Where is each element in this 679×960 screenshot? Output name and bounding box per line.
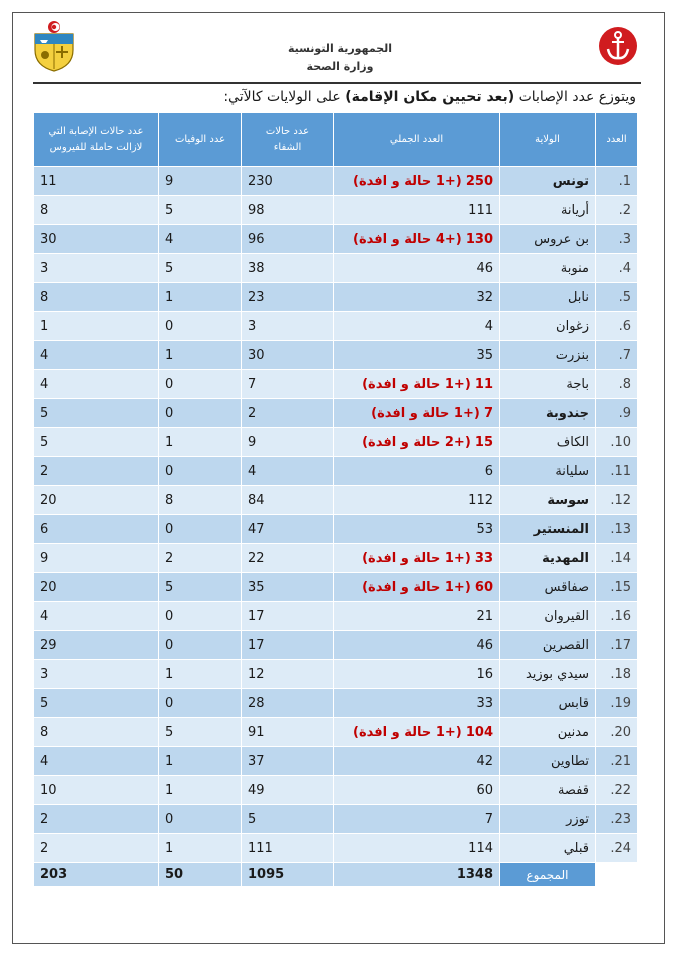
row-index: 13. <box>596 515 638 544</box>
row-active: 10 <box>34 776 159 805</box>
row-recovered: 5 <box>242 805 334 834</box>
row-governorate: المنستير <box>500 515 596 544</box>
table-row <box>34 399 638 428</box>
row-active: 2 <box>34 805 159 834</box>
row-governorate: المهدية <box>500 544 596 573</box>
row-total-value: 7 <box>483 405 493 421</box>
table-row <box>34 312 638 341</box>
row-index: 12. <box>596 486 638 515</box>
cases-by-governorate-table <box>33 112 638 887</box>
row-total-value: 130 <box>465 231 493 247</box>
row-governorate: قفصة <box>500 776 596 805</box>
row-deaths: 2 <box>159 544 242 573</box>
row-governorate: نابل <box>500 283 596 312</box>
row-active: 5 <box>34 689 159 718</box>
header-recovered-line1: عدد حالات <box>265 125 310 137</box>
row-recovered: 23 <box>242 283 334 312</box>
row-total <box>334 312 500 341</box>
row-governorate: توزر <box>500 805 596 834</box>
row-recovered: 49 <box>242 776 334 805</box>
row-total <box>334 544 500 573</box>
row-recovered: 3 <box>242 312 334 341</box>
row-governorate: قابس <box>500 689 596 718</box>
row-governorate: القيروان <box>500 602 596 631</box>
row-index: 19. <box>596 689 638 718</box>
row-recovered: 9 <box>242 428 334 457</box>
row-recovered: 12 <box>242 660 334 689</box>
totals-recovered: 1095 <box>242 863 334 887</box>
table-header-row <box>34 113 638 167</box>
ministry-health-logo-icon <box>598 26 638 66</box>
row-recovered: 17 <box>242 631 334 660</box>
row-active: 29 <box>34 631 159 660</box>
row-recovered: 2 <box>242 399 334 428</box>
row-deaths: 1 <box>159 428 242 457</box>
row-index: 18. <box>596 660 638 689</box>
header-recovered <box>242 113 334 167</box>
row-active: 9 <box>34 544 159 573</box>
table-row <box>34 167 638 196</box>
row-recovered: 47 <box>242 515 334 544</box>
row-imported-note: (+1 حالة و افدة) <box>353 724 462 740</box>
row-recovered: 28 <box>242 689 334 718</box>
row-index: 4. <box>596 254 638 283</box>
row-deaths: 0 <box>159 312 242 341</box>
intro-sentence <box>40 86 636 108</box>
row-governorate: جندوبة <box>500 399 596 428</box>
row-total <box>334 196 500 225</box>
row-governorate: تطاوين <box>500 747 596 776</box>
row-active: 4 <box>34 747 159 776</box>
totals-deaths: 50 <box>159 863 242 887</box>
row-active: 8 <box>34 718 159 747</box>
row-total <box>334 225 500 254</box>
row-active: 4 <box>34 341 159 370</box>
row-active: 20 <box>34 486 159 515</box>
row-recovered: 230 <box>242 167 334 196</box>
row-index: 22. <box>596 776 638 805</box>
row-total-value: 4 <box>484 318 493 334</box>
row-deaths: 0 <box>159 399 242 428</box>
row-index: 9. <box>596 399 638 428</box>
row-total <box>334 283 500 312</box>
row-deaths: 9 <box>159 167 242 196</box>
table-row <box>34 660 638 689</box>
row-total-value: 46 <box>476 637 493 653</box>
row-index: 1. <box>596 167 638 196</box>
row-deaths: 1 <box>159 660 242 689</box>
table-row <box>34 602 638 631</box>
row-index: 7. <box>596 341 638 370</box>
totals-total-value: 1348 <box>456 867 493 882</box>
row-deaths: 5 <box>159 573 242 602</box>
row-governorate: باجة <box>500 370 596 399</box>
row-total <box>334 660 500 689</box>
row-active: 20 <box>34 573 159 602</box>
row-total <box>334 428 500 457</box>
row-index: 16. <box>596 602 638 631</box>
row-total-value: 60 <box>474 579 493 595</box>
table-row <box>34 515 638 544</box>
row-governorate: سوسة <box>500 486 596 515</box>
row-imported-note: (+1 حالة و افدة) <box>353 173 462 189</box>
row-active: 2 <box>34 457 159 486</box>
row-governorate: قبلي <box>500 834 596 863</box>
row-index: 23. <box>596 805 638 834</box>
table-row <box>34 718 638 747</box>
row-governorate: تونس <box>500 167 596 196</box>
row-active: 11 <box>34 167 159 196</box>
row-imported-note: (+1 حالة و افدة) <box>371 405 480 421</box>
row-total-value: 11 <box>474 376 493 392</box>
row-recovered: 37 <box>242 747 334 776</box>
row-imported-note: (+4 حالة و افدة) <box>353 231 462 247</box>
row-total-value: 111 <box>468 202 493 218</box>
table-row <box>34 573 638 602</box>
row-index: 20. <box>596 718 638 747</box>
row-total-value: 60 <box>476 782 493 798</box>
row-governorate: سيدي بوزيد <box>500 660 596 689</box>
table-row <box>34 341 638 370</box>
header-active <box>34 113 159 167</box>
row-governorate: القصرين <box>500 631 596 660</box>
totals-label: المجموع <box>500 863 596 887</box>
republic-name: الجمهورية التونسية <box>287 42 393 55</box>
row-active: 4 <box>34 602 159 631</box>
row-total <box>334 370 500 399</box>
row-governorate: بنزرت <box>500 341 596 370</box>
row-total <box>334 167 500 196</box>
header-governorate: الولاية <box>500 113 596 167</box>
intro-after: على الولايات كالآتي: <box>223 89 341 105</box>
row-recovered: 35 <box>242 573 334 602</box>
row-total-value: 114 <box>468 840 493 856</box>
row-total <box>334 602 500 631</box>
row-index: 10. <box>596 428 638 457</box>
totals-row <box>34 863 638 887</box>
row-active: 8 <box>34 283 159 312</box>
row-governorate: سليانة <box>500 457 596 486</box>
row-imported-note: (+1 حالة و افدة) <box>362 376 471 392</box>
row-recovered: 91 <box>242 718 334 747</box>
table-row <box>34 776 638 805</box>
row-recovered: 7 <box>242 370 334 399</box>
row-active: 8 <box>34 196 159 225</box>
row-total <box>334 399 500 428</box>
row-total-value: 250 <box>465 173 493 189</box>
row-index: 14. <box>596 544 638 573</box>
row-deaths: 1 <box>159 283 242 312</box>
row-index: 24. <box>596 834 638 863</box>
row-total-value: 16 <box>476 666 493 682</box>
row-total-value: 42 <box>476 753 493 769</box>
row-recovered: 17 <box>242 602 334 631</box>
row-deaths: 0 <box>159 631 242 660</box>
row-active: 3 <box>34 254 159 283</box>
table-row <box>34 747 638 776</box>
row-recovered: 98 <box>242 196 334 225</box>
row-active: 1 <box>34 312 159 341</box>
row-deaths: 0 <box>159 370 242 399</box>
row-index: 2. <box>596 196 638 225</box>
row-deaths: 5 <box>159 718 242 747</box>
row-imported-note: (+1 حالة و افدة) <box>362 550 471 566</box>
intro-bold: (بعد تحيين مكان الإقامة) <box>345 89 515 105</box>
row-recovered: 38 <box>242 254 334 283</box>
row-index: 21. <box>596 747 638 776</box>
row-total <box>334 341 500 370</box>
row-total-value: 35 <box>476 347 493 363</box>
header-deaths: عدد الوفيات <box>159 113 242 167</box>
row-recovered: 22 <box>242 544 334 573</box>
header-active-line2: لازالت حاملة للفيروس <box>49 141 143 153</box>
totals-blank <box>596 863 638 887</box>
row-total <box>334 573 500 602</box>
ministry-header <box>240 40 440 76</box>
table-row <box>34 283 638 312</box>
row-deaths: 8 <box>159 486 242 515</box>
table-row <box>34 631 638 660</box>
table-row <box>34 428 638 457</box>
row-total-value: 46 <box>476 260 493 276</box>
header-recovered-line2: الشفاء <box>273 141 302 153</box>
row-deaths: 0 <box>159 689 242 718</box>
row-recovered: 84 <box>242 486 334 515</box>
row-index: 5. <box>596 283 638 312</box>
row-governorate: مدنين <box>500 718 596 747</box>
row-deaths: 0 <box>159 457 242 486</box>
table-row <box>34 834 638 863</box>
row-deaths: 1 <box>159 834 242 863</box>
row-total <box>334 805 500 834</box>
row-total-value: 104 <box>465 724 493 740</box>
totals-active: 203 <box>34 863 159 887</box>
row-deaths: 1 <box>159 341 242 370</box>
row-recovered: 4 <box>242 457 334 486</box>
row-imported-note: (+1 حالة و افدة) <box>362 579 471 595</box>
row-total <box>334 254 500 283</box>
table-row <box>34 486 638 515</box>
row-active: 30 <box>34 225 159 254</box>
header-index: العدد <box>596 113 638 167</box>
row-governorate: الكاف <box>500 428 596 457</box>
row-total-value: 6 <box>484 463 493 479</box>
table-row <box>34 689 638 718</box>
row-total <box>334 457 500 486</box>
table-row <box>34 196 638 225</box>
row-active: 2 <box>34 834 159 863</box>
ministry-name: وزارة الصحة <box>306 60 374 73</box>
row-deaths: 0 <box>159 602 242 631</box>
row-total <box>334 689 500 718</box>
row-total-value: 32 <box>476 289 493 305</box>
row-total-value: 33 <box>474 550 493 566</box>
header-divider <box>33 82 641 84</box>
row-deaths: 0 <box>159 515 242 544</box>
row-recovered: 30 <box>242 341 334 370</box>
row-recovered: 111 <box>242 834 334 863</box>
table-row <box>34 805 638 834</box>
row-governorate: بن عروس <box>500 225 596 254</box>
row-index: 15. <box>596 573 638 602</box>
table-row <box>34 370 638 399</box>
table-row <box>34 225 638 254</box>
row-total-value: 33 <box>476 695 493 711</box>
row-index: 17. <box>596 631 638 660</box>
row-active: 4 <box>34 370 159 399</box>
table-row <box>34 457 638 486</box>
row-governorate: منوبة <box>500 254 596 283</box>
row-active: 6 <box>34 515 159 544</box>
row-total <box>334 747 500 776</box>
row-deaths: 1 <box>159 776 242 805</box>
row-index: 3. <box>596 225 638 254</box>
row-index: 11. <box>596 457 638 486</box>
row-deaths: 4 <box>159 225 242 254</box>
table-row <box>34 544 638 573</box>
row-governorate: زغوان <box>500 312 596 341</box>
row-total-value: 53 <box>476 521 493 537</box>
row-deaths: 1 <box>159 747 242 776</box>
row-governorate: صفاقس <box>500 573 596 602</box>
totals-total <box>334 863 500 887</box>
table-row <box>34 254 638 283</box>
row-total-value: 7 <box>484 811 493 827</box>
row-total <box>334 776 500 805</box>
row-active: 3 <box>34 660 159 689</box>
row-active: 5 <box>34 428 159 457</box>
row-total <box>334 718 500 747</box>
row-index: 6. <box>596 312 638 341</box>
row-total-value: 112 <box>468 492 493 508</box>
table-body <box>34 167 638 863</box>
row-governorate: أريانة <box>500 196 596 225</box>
row-total <box>334 834 500 863</box>
row-active: 5 <box>34 399 159 428</box>
row-total <box>334 486 500 515</box>
row-deaths: 0 <box>159 805 242 834</box>
intro-before: ويتوزع عدد الإصابات <box>518 89 636 105</box>
row-index: 8. <box>596 370 638 399</box>
header-total: العدد الجملي <box>334 113 500 167</box>
row-imported-note: (+2 حالة و افدة) <box>362 434 471 450</box>
row-deaths: 5 <box>159 254 242 283</box>
row-total-value: 21 <box>476 608 493 624</box>
row-total <box>334 515 500 544</box>
row-total <box>334 631 500 660</box>
row-recovered: 96 <box>242 225 334 254</box>
header-active-line1: عدد حالات الإصابة التي <box>48 125 144 137</box>
row-deaths: 5 <box>159 196 242 225</box>
row-total-value: 15 <box>474 434 493 450</box>
tunisia-emblem-icon <box>30 20 78 72</box>
